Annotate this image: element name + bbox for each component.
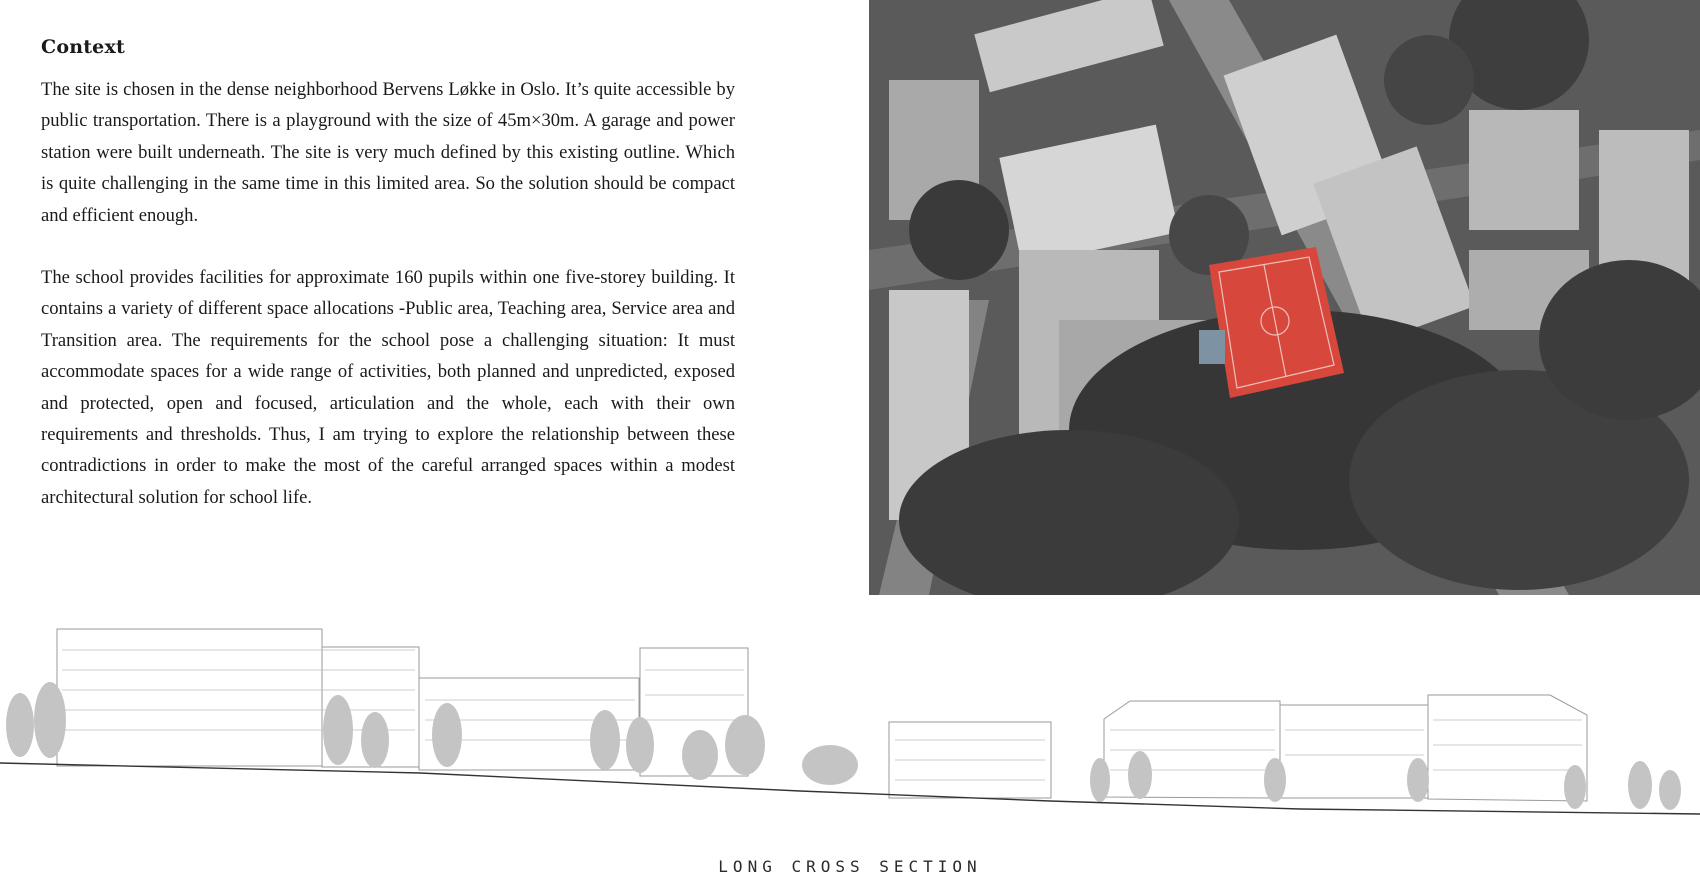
section-caption: LONG CROSS SECTION	[718, 857, 982, 876]
context-heading: Context	[41, 36, 125, 58]
aerial-site-photo	[869, 0, 1700, 595]
long-cross-section-drawing	[0, 615, 1700, 835]
context-paragraph-1: The site is chosen in the dense neighborhood Bervens Løkke in Oslo. It’s quite accessible by public transportation. There is a playground with the size of 45m×30m. A garage and power station were built underneath. The site is very much defined by this existing outline. Which is quite challenging in the same time in this limited area. So the solution should be compact and efficient enough.	[41, 79, 735, 226]
context-text-column	[41, 36, 735, 544]
context-paragraph-2: The school provides facilities for approximate 160 pupils within one five-storey building. It contains a variety of different space allocations -Public area, Teaching area, Service area and Transition area. The requirements for the school pose a challenging situation: It must accommodate spaces for a wide range of activities, both planned and unpredicted, exposed and protected, open and focused, articulation and the whole, each with their own requirements and thresholds. Thus, I am trying to explore the relationship between these contradictions in order to make the most of the careful arranged spaces within a modest architectural solution for school life.	[41, 267, 735, 508]
